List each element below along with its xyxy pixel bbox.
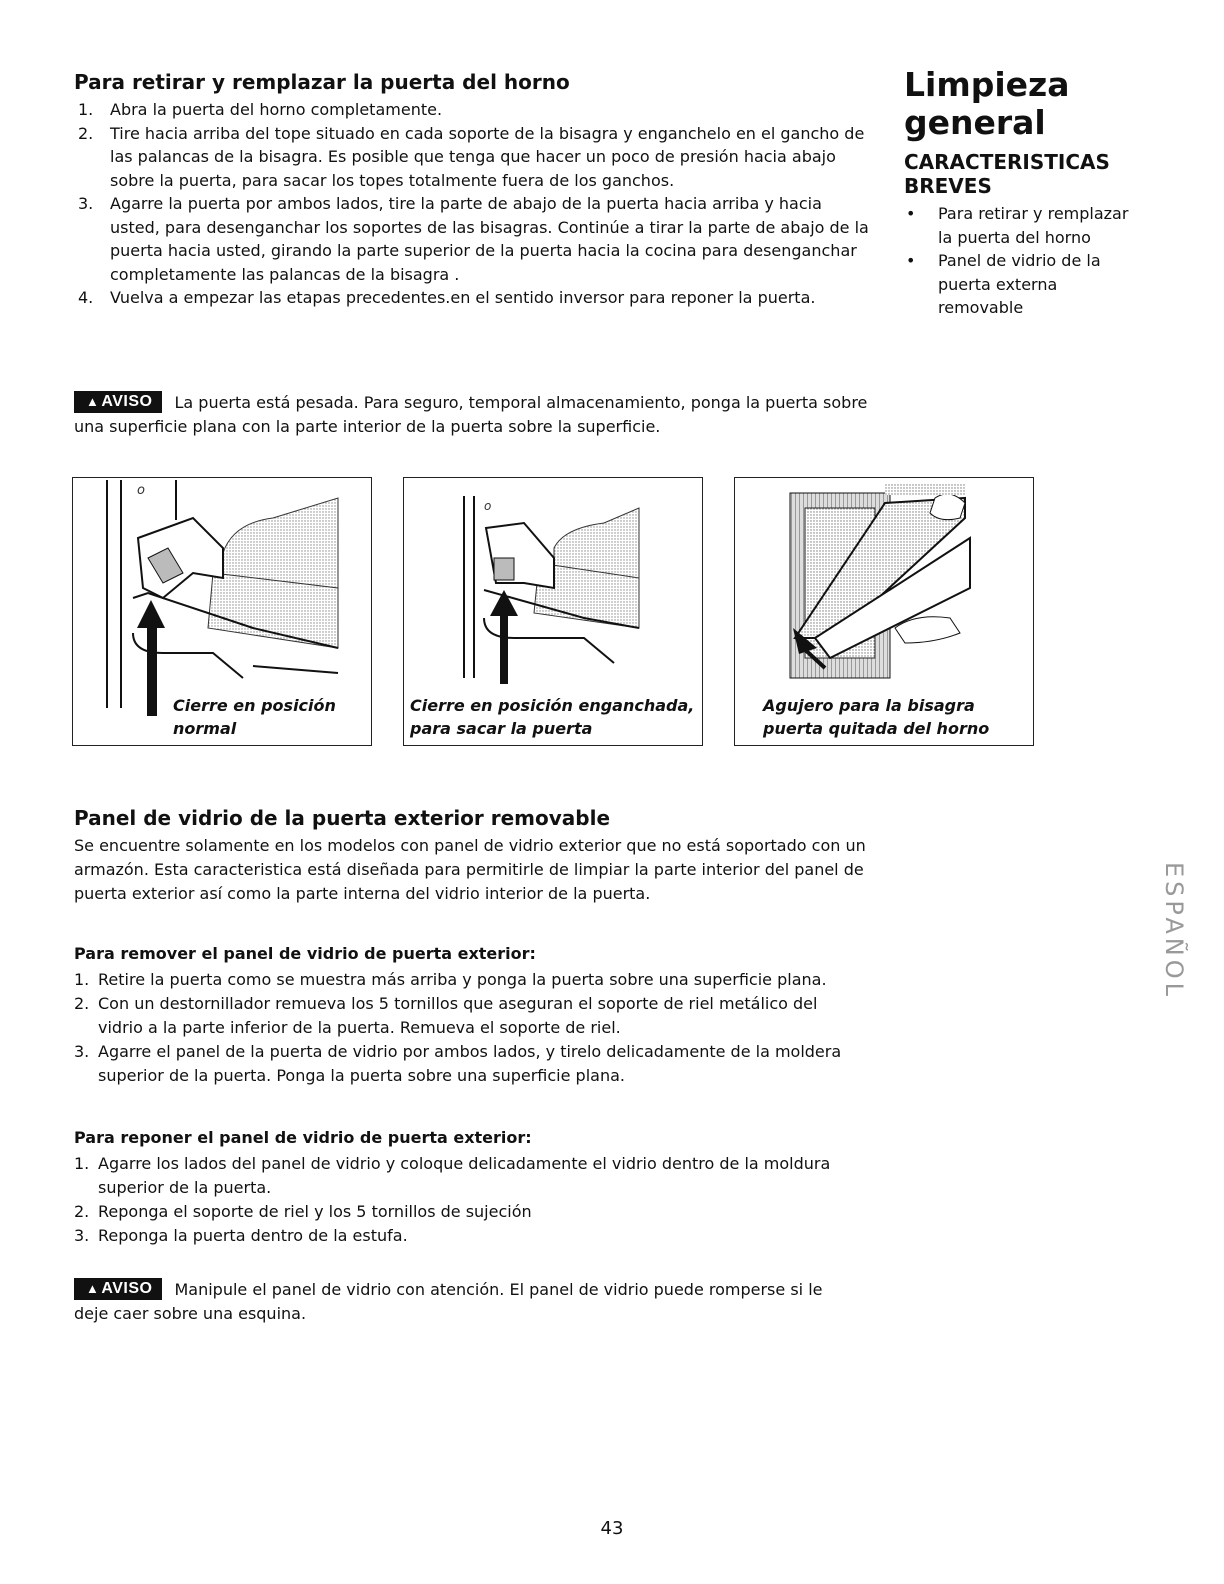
sidebar-bullet-list — [904, 202, 1144, 320]
svg-text:o: o — [137, 483, 145, 498]
glass-panel-intro: Se encuentre solamente en los modelos con panel de vidrio exterior que no está soportado con un armazón. Esta caracteristica está diseñada para permitirle de limpiar la parte interior del panel de puerta exterior así como la parte interna del vidrio interior de la puerta. — [74, 836, 866, 903]
sidebar-title: Limpieza general — [904, 65, 1070, 142]
list-item: 3. Agarre la puerta por ambos lados, tire la parte de abajo de la puerta hacia arriba y hacia usted, para desenganchar los soportes de las bisagras. Continúe a tirar la parte de abajo de la puerta hacia usted, girando la parte superior de la puerta hacia la cocina para desenganchar completamente las palancas de la bisagra . — [78, 194, 869, 284]
figure-caption: Cierre en posición normal — [173, 694, 363, 740]
warning-badge: ▲ AVISO — [74, 391, 162, 413]
sidebar-subtitle: CARACTERISTICAS BREVES — [904, 150, 1110, 198]
warning-heavy-door: ▲ AVISO La puerta está pesada. Para seguro, temporal almacenamiento, ponga la puerta sobre una superficie plana con la parte interior de la puerta sobre la superficie. — [74, 393, 868, 436]
remove-panel-heading: Para remover el panel de vidrio de puerta exterior: — [74, 944, 536, 963]
svg-text:o: o — [484, 499, 492, 513]
list-item: • Panel de vidrio de la puerta externa removable — [906, 251, 1101, 317]
figure-hinge-normal — [72, 477, 372, 746]
sidebar-features — [904, 66, 1164, 320]
page-number: 43 — [600, 1518, 624, 1539]
section-heading-glass-panel: Panel de vidrio de la puerta exterior removable — [74, 806, 611, 830]
replace-panel-heading: Para reponer el panel de vidrio de puerta exterior: — [74, 1128, 532, 1147]
list-item: • Para retirar y remplazar la puerta del horno — [906, 204, 1129, 247]
list-item: 2. Reponga el soporte de riel y los 5 tornillos de sujeción — [74, 1202, 532, 1221]
figure-hinge-locked — [403, 477, 703, 746]
figure-caption: Cierre en posición enganchada, para sacar la puerta — [410, 694, 700, 740]
figure-caption: Agujero para la bisagra puerta quitada del horno — [763, 694, 1023, 740]
list-item: 1. Agarre los lados del panel de vidrio y coloque delicadamente el vidrio dentro de la moldura superior de la puerta. — [74, 1154, 831, 1197]
language-side-tab: ESPAÑOL — [1160, 862, 1188, 1000]
warning-triangle-icon: ▲ — [86, 394, 100, 409]
warning-badge: ▲ AVISO — [74, 1278, 162, 1300]
list-item: 3. Reponga la puerta dentro de la estufa. — [74, 1226, 408, 1245]
warning-triangle-icon: ▲ — [86, 1281, 100, 1296]
section-heading-remove-door: Para retirar y remplazar la puerta del horno — [74, 70, 570, 94]
list-item: 3. Agarre el panel de la puerta de vidrio por ambos lados, y tirelo delicadamente de la moldera superior de la puerta. Ponga la puerta sobre una superficie plana. — [74, 1042, 842, 1085]
list-item: 2. Tire hacia arriba del tope situado en cada soporte de la bisagra y enganchelo en el gancho de las palancas de la bisagra. Es posible que tenga que hacer un poco de presión hacia abajo sobre la puerta, para sacar los topes totalmente fuera de los ganchos. — [78, 123, 865, 190]
warning-glass-panel: ▲ AVISO Manipule el panel de vidrio con atención. El panel de vidrio puede romperse si le deje caer sobre una esquina. — [74, 1280, 823, 1323]
list-item: 1. Retire la puerta como se muestra más arriba y ponga la puerta sobre una superficie plana. — [74, 970, 827, 989]
list-item: 4. Vuelva a empezar las etapas precedentes.en el sentido inversor para reponer la puerta. — [78, 288, 816, 307]
list-item: 2. Con un destornillador remueva los 5 tornillos que aseguran el soporte de riel metálico del vidrio a la parte inferior de la puerta. Remueva el soporte de riel. — [74, 994, 818, 1037]
door-steps-list — [74, 98, 874, 310]
list-item: 1. Abra la puerta del horno completamente. — [78, 100, 443, 119]
figure-door-removed — [734, 477, 1034, 746]
replace-panel-steps — [74, 1152, 864, 1248]
remove-panel-steps — [74, 968, 864, 1088]
